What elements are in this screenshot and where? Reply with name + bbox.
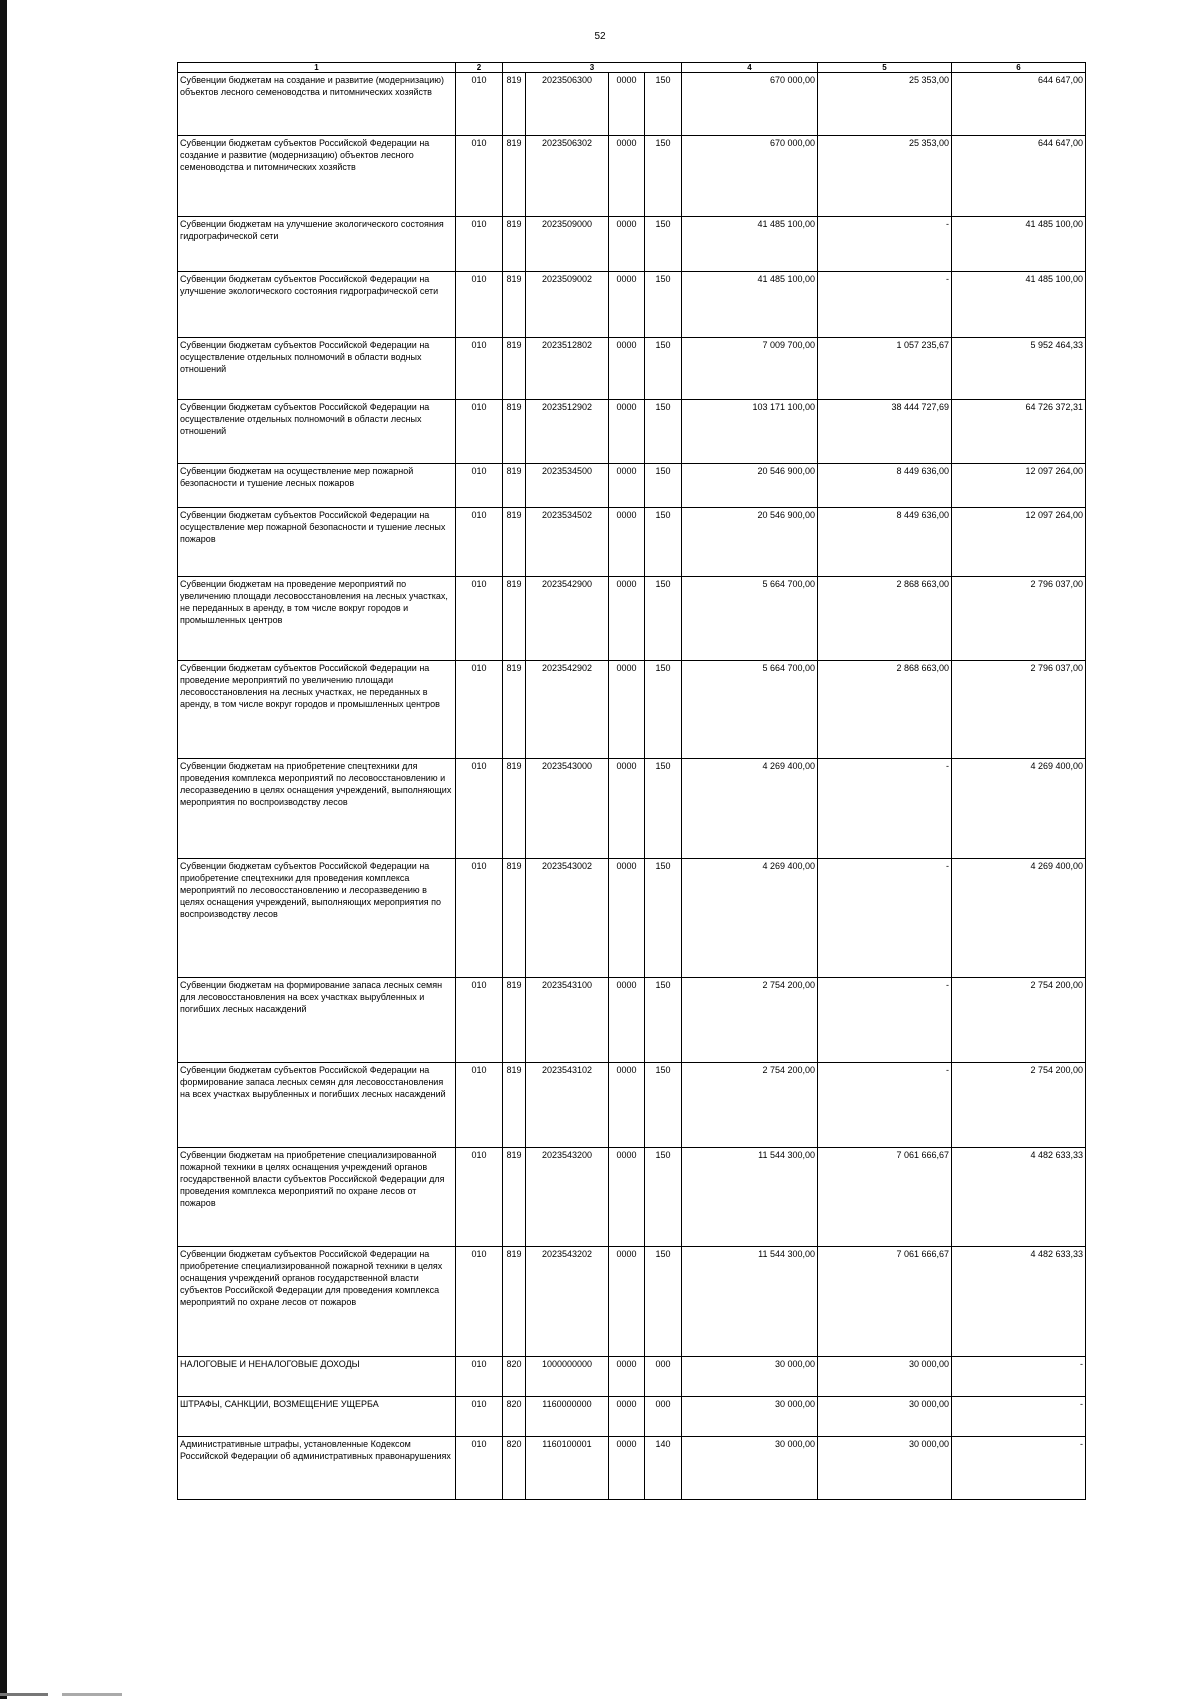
value-col-6: 64 726 372,31 — [952, 400, 1086, 464]
code-2: 820 — [503, 1357, 526, 1397]
code-2: 819 — [503, 759, 526, 859]
code-2: 819 — [503, 73, 526, 136]
code-2: 819 — [503, 400, 526, 464]
table-row — [178, 1397, 1086, 1437]
value-col-6: 41 485 100,00 — [952, 217, 1086, 272]
table-row — [178, 1357, 1086, 1397]
code-3: 2023543100 — [526, 978, 609, 1063]
code-1: 010 — [456, 1357, 503, 1397]
code-1: 010 — [456, 1247, 503, 1357]
code-1: 010 — [456, 1437, 503, 1500]
row-name: Субвенции бюджетам субъектов Российской Федерации на приобретение спецтехники для проведения комплекса мероприятий по лесовосстановлению и лесоразведению в целях оснащения учреждений, выполняющих мероприятия по воспроизводству лесов — [178, 859, 456, 978]
code-2: 819 — [503, 1063, 526, 1148]
code-2: 819 — [503, 1247, 526, 1357]
value-col-5: 8 449 636,00 — [818, 508, 952, 577]
code-5: 150 — [645, 464, 682, 508]
code-2: 820 — [503, 1437, 526, 1500]
code-4: 0000 — [609, 1247, 645, 1357]
code-2: 820 — [503, 1397, 526, 1437]
code-5: 150 — [645, 1063, 682, 1148]
row-name: Субвенции бюджетам субъектов Российской Федерации на осуществление отдельных полномочий в области водных отношений — [178, 338, 456, 400]
table-row — [178, 338, 1086, 400]
row-name: Субвенции бюджетам субъектов Российской Федерации на улучшение экологического состояния гидрографической сети — [178, 272, 456, 338]
row-name: Субвенции бюджетам субъектов Российской Федерации на приобретение специализированной пожарной техники в целях оснащения учреждений органов государственной власти субъектов Российской Федерации для проведения комплекса мероприятий по охране лесов от пожаров — [178, 1247, 456, 1357]
code-1: 010 — [456, 217, 503, 272]
value-col-5: 1 057 235,67 — [818, 338, 952, 400]
code-1: 010 — [456, 272, 503, 338]
code-5: 150 — [645, 577, 682, 661]
table-row — [178, 1148, 1086, 1247]
code-1: 010 — [456, 577, 503, 661]
code-4: 0000 — [609, 217, 645, 272]
code-3: 2023543002 — [526, 859, 609, 978]
code-1: 010 — [456, 978, 503, 1063]
row-name: Субвенции бюджетам субъектов Российской Федерации на проведение мероприятий по увеличению площади лесовосстановления на лесных участках, не переданных в аренду, в том числе вокруг городов и промышленных центров — [178, 661, 456, 759]
code-3: 2023543102 — [526, 1063, 609, 1148]
code-4: 0000 — [609, 1357, 645, 1397]
code-5: 150 — [645, 272, 682, 338]
value-col-6: 12 097 264,00 — [952, 508, 1086, 577]
code-5: 150 — [645, 859, 682, 978]
table-row — [178, 272, 1086, 338]
value-col-4: 670 000,00 — [682, 73, 818, 136]
code-2: 819 — [503, 978, 526, 1063]
value-col-5: 30 000,00 — [818, 1357, 952, 1397]
code-3: 2023506302 — [526, 136, 609, 217]
value-col-6: - — [952, 1357, 1086, 1397]
value-col-6: 4 482 633,33 — [952, 1247, 1086, 1357]
code-1: 010 — [456, 73, 503, 136]
value-col-6: 4 269 400,00 — [952, 859, 1086, 978]
code-5: 000 — [645, 1397, 682, 1437]
row-name: Субвенции бюджетам на приобретение спецтехники для проведения комплекса мероприятий по лесовосстановлению и лесоразведению в целях оснащения учреждений, выполняющих мероприятия по воспроизводству лесов — [178, 759, 456, 859]
code-4: 0000 — [609, 859, 645, 978]
code-2: 819 — [503, 217, 526, 272]
row-name: НАЛОГОВЫЕ И НЕНАЛОГОВЫЕ ДОХОДЫ — [178, 1357, 456, 1397]
value-col-4: 2 754 200,00 — [682, 978, 818, 1063]
header-cell: 5 — [818, 63, 952, 73]
value-col-6: - — [952, 1437, 1086, 1500]
value-col-6: 12 097 264,00 — [952, 464, 1086, 508]
header-cell: 6 — [952, 63, 1086, 73]
row-name: Субвенции бюджетам субъектов Российской Федерации на создание и развитие (модернизацию) объектов лесного семеноводства и питомнических хозяйств — [178, 136, 456, 217]
code-3: 2023534502 — [526, 508, 609, 577]
value-col-5: 25 353,00 — [818, 73, 952, 136]
code-5: 150 — [645, 73, 682, 136]
code-5: 150 — [645, 508, 682, 577]
row-name: ШТРАФЫ, САНКЦИИ, ВОЗМЕЩЕНИЕ УЩЕРБА — [178, 1397, 456, 1437]
value-col-6: 2 754 200,00 — [952, 1063, 1086, 1148]
code-1: 010 — [456, 1148, 503, 1247]
table-row — [178, 577, 1086, 661]
code-1: 010 — [456, 464, 503, 508]
code-5: 150 — [645, 1148, 682, 1247]
code-1: 010 — [456, 1063, 503, 1148]
value-col-6: 644 647,00 — [952, 136, 1086, 217]
value-col-4: 7 009 700,00 — [682, 338, 818, 400]
value-col-6: - — [952, 1397, 1086, 1437]
value-col-4: 20 546 900,00 — [682, 508, 818, 577]
code-1: 010 — [456, 759, 503, 859]
row-name: Субвенции бюджетам субъектов Российской Федерации на осуществление мер пожарной безопасности и тушение лесных пожаров — [178, 508, 456, 577]
code-4: 0000 — [609, 1397, 645, 1437]
code-5: 150 — [645, 661, 682, 759]
value-col-5: - — [818, 859, 952, 978]
code-3: 1160000000 — [526, 1397, 609, 1437]
code-1: 010 — [456, 338, 503, 400]
page-number: 52 — [594, 31, 606, 42]
code-3: 1000000000 — [526, 1357, 609, 1397]
row-name: Субвенции бюджетам субъектов Российской Федерации на формирование запаса лесных семян для лесовосстановления на всех участках вырубленных и погибших лесных насаждений — [178, 1063, 456, 1148]
value-col-4: 30 000,00 — [682, 1437, 818, 1500]
value-col-5: - — [818, 217, 952, 272]
code-3: 2023512802 — [526, 338, 609, 400]
table-row — [178, 400, 1086, 464]
code-4: 0000 — [609, 1148, 645, 1247]
value-col-6: 4 269 400,00 — [952, 759, 1086, 859]
value-col-4: 5 664 700,00 — [682, 577, 818, 661]
code-5: 150 — [645, 759, 682, 859]
row-name: Субвенции бюджетам на осуществление мер пожарной безопасности и тушение лесных пожаров — [178, 464, 456, 508]
value-col-5: 7 061 666,67 — [818, 1148, 952, 1247]
code-4: 0000 — [609, 464, 645, 508]
code-3: 2023512902 — [526, 400, 609, 464]
value-col-4: 5 664 700,00 — [682, 661, 818, 759]
value-col-4: 30 000,00 — [682, 1397, 818, 1437]
code-1: 010 — [456, 1397, 503, 1437]
table-row — [178, 1437, 1086, 1500]
value-col-4: 4 269 400,00 — [682, 759, 818, 859]
value-col-5: 7 061 666,67 — [818, 1247, 952, 1357]
budget-table — [177, 62, 1086, 1500]
value-col-4: 30 000,00 — [682, 1357, 818, 1397]
table-row — [178, 136, 1086, 217]
code-2: 819 — [503, 508, 526, 577]
header-cell: 3 — [503, 63, 682, 73]
code-3: 2023534500 — [526, 464, 609, 508]
code-2: 819 — [503, 136, 526, 217]
table-row — [178, 661, 1086, 759]
code-2: 819 — [503, 272, 526, 338]
code-3: 2023543000 — [526, 759, 609, 859]
row-name: Субвенции бюджетам на создание и развитие (модернизацию) объектов лесного семеноводства и питомнических хозяйств — [178, 73, 456, 136]
code-4: 0000 — [609, 978, 645, 1063]
value-col-5: - — [818, 978, 952, 1063]
value-col-4: 41 485 100,00 — [682, 217, 818, 272]
row-name: Субвенции бюджетам субъектов Российской Федерации на осуществление отдельных полномочий в области лесных отношений — [178, 400, 456, 464]
code-5: 150 — [645, 217, 682, 272]
value-col-4: 2 754 200,00 — [682, 1063, 818, 1148]
code-4: 0000 — [609, 577, 645, 661]
code-4: 0000 — [609, 338, 645, 400]
code-5: 000 — [645, 1357, 682, 1397]
code-5: 150 — [645, 400, 682, 464]
scan-edge — [0, 0, 7, 1699]
code-5: 140 — [645, 1437, 682, 1500]
code-3: 2023543200 — [526, 1148, 609, 1247]
code-4: 0000 — [609, 759, 645, 859]
value-col-4: 11 544 300,00 — [682, 1148, 818, 1247]
code-2: 819 — [503, 464, 526, 508]
code-4: 0000 — [609, 1437, 645, 1500]
value-col-6: 5 952 464,33 — [952, 338, 1086, 400]
code-5: 150 — [645, 338, 682, 400]
table-row — [178, 859, 1086, 978]
scan-mark — [0, 1693, 48, 1696]
value-col-5: 30 000,00 — [818, 1437, 952, 1500]
code-3: 1160100001 — [526, 1437, 609, 1500]
code-3: 2023509000 — [526, 217, 609, 272]
row-name: Субвенции бюджетам на формирование запаса лесных семян для лесовосстановления на всех участках вырубленных и погибших лесных насаждений — [178, 978, 456, 1063]
table-row — [178, 217, 1086, 272]
value-col-5: - — [818, 1063, 952, 1148]
header-row — [178, 63, 1086, 73]
row-name: Субвенции бюджетам на улучшение экологического состояния гидрографической сети — [178, 217, 456, 272]
row-name: Субвенции бюджетам на приобретение специализированной пожарной техники в целях оснащения учреждений органов государственной власти субъектов Российской Федерации для проведения комплекса мероприятий по охране лесов от пожаров — [178, 1148, 456, 1247]
value-col-6: 2 796 037,00 — [952, 661, 1086, 759]
code-4: 0000 — [609, 1063, 645, 1148]
value-col-5: 2 868 663,00 — [818, 661, 952, 759]
code-1: 010 — [456, 136, 503, 217]
value-col-5: 38 444 727,69 — [818, 400, 952, 464]
value-col-4: 4 269 400,00 — [682, 859, 818, 978]
header-cell: 4 — [682, 63, 818, 73]
code-4: 0000 — [609, 661, 645, 759]
code-2: 819 — [503, 1148, 526, 1247]
table-row — [178, 1247, 1086, 1357]
code-3: 2023542900 — [526, 577, 609, 661]
table-row — [178, 978, 1086, 1063]
value-col-6: 2 754 200,00 — [952, 978, 1086, 1063]
code-3: 2023542902 — [526, 661, 609, 759]
value-col-4: 20 546 900,00 — [682, 464, 818, 508]
value-col-6: 644 647,00 — [952, 73, 1086, 136]
code-4: 0000 — [609, 400, 645, 464]
code-3: 2023506300 — [526, 73, 609, 136]
row-name: Субвенции бюджетам на проведение мероприятий по увеличению площади лесовосстановления на лесных участках, не переданных в аренду, в том числе вокруг городов и промышленных центров — [178, 577, 456, 661]
code-4: 0000 — [609, 272, 645, 338]
header-cell: 2 — [456, 63, 503, 73]
value-col-4: 670 000,00 — [682, 136, 818, 217]
code-3: 2023543202 — [526, 1247, 609, 1357]
value-col-6: 4 482 633,33 — [952, 1148, 1086, 1247]
code-4: 0000 — [609, 73, 645, 136]
code-2: 819 — [503, 577, 526, 661]
code-5: 150 — [645, 978, 682, 1063]
code-1: 010 — [456, 661, 503, 759]
value-col-5: 2 868 663,00 — [818, 577, 952, 661]
row-name: Административные штрафы, установленные Кодексом Российской Федерации об административных правонарушениях — [178, 1437, 456, 1500]
value-col-5: - — [818, 759, 952, 859]
code-3: 2023509002 — [526, 272, 609, 338]
code-1: 010 — [456, 400, 503, 464]
value-col-6: 2 796 037,00 — [952, 577, 1086, 661]
value-col-5: 25 353,00 — [818, 136, 952, 217]
table-row — [178, 1063, 1086, 1148]
code-1: 010 — [456, 859, 503, 978]
table-row — [178, 508, 1086, 577]
table-row — [178, 73, 1086, 136]
header-cell: 1 — [178, 63, 456, 73]
value-col-4: 41 485 100,00 — [682, 272, 818, 338]
scan-mark — [62, 1693, 122, 1696]
code-5: 150 — [645, 1247, 682, 1357]
value-col-5: 8 449 636,00 — [818, 464, 952, 508]
code-4: 0000 — [609, 136, 645, 217]
value-col-6: 41 485 100,00 — [952, 272, 1086, 338]
table-row — [178, 759, 1086, 859]
value-col-5: 30 000,00 — [818, 1397, 952, 1437]
value-col-4: 11 544 300,00 — [682, 1247, 818, 1357]
table-row — [178, 464, 1086, 508]
value-col-5: - — [818, 272, 952, 338]
code-5: 150 — [645, 136, 682, 217]
code-1: 010 — [456, 508, 503, 577]
code-2: 819 — [503, 338, 526, 400]
value-col-4: 103 171 100,00 — [682, 400, 818, 464]
code-4: 0000 — [609, 508, 645, 577]
code-2: 819 — [503, 661, 526, 759]
code-2: 819 — [503, 859, 526, 978]
